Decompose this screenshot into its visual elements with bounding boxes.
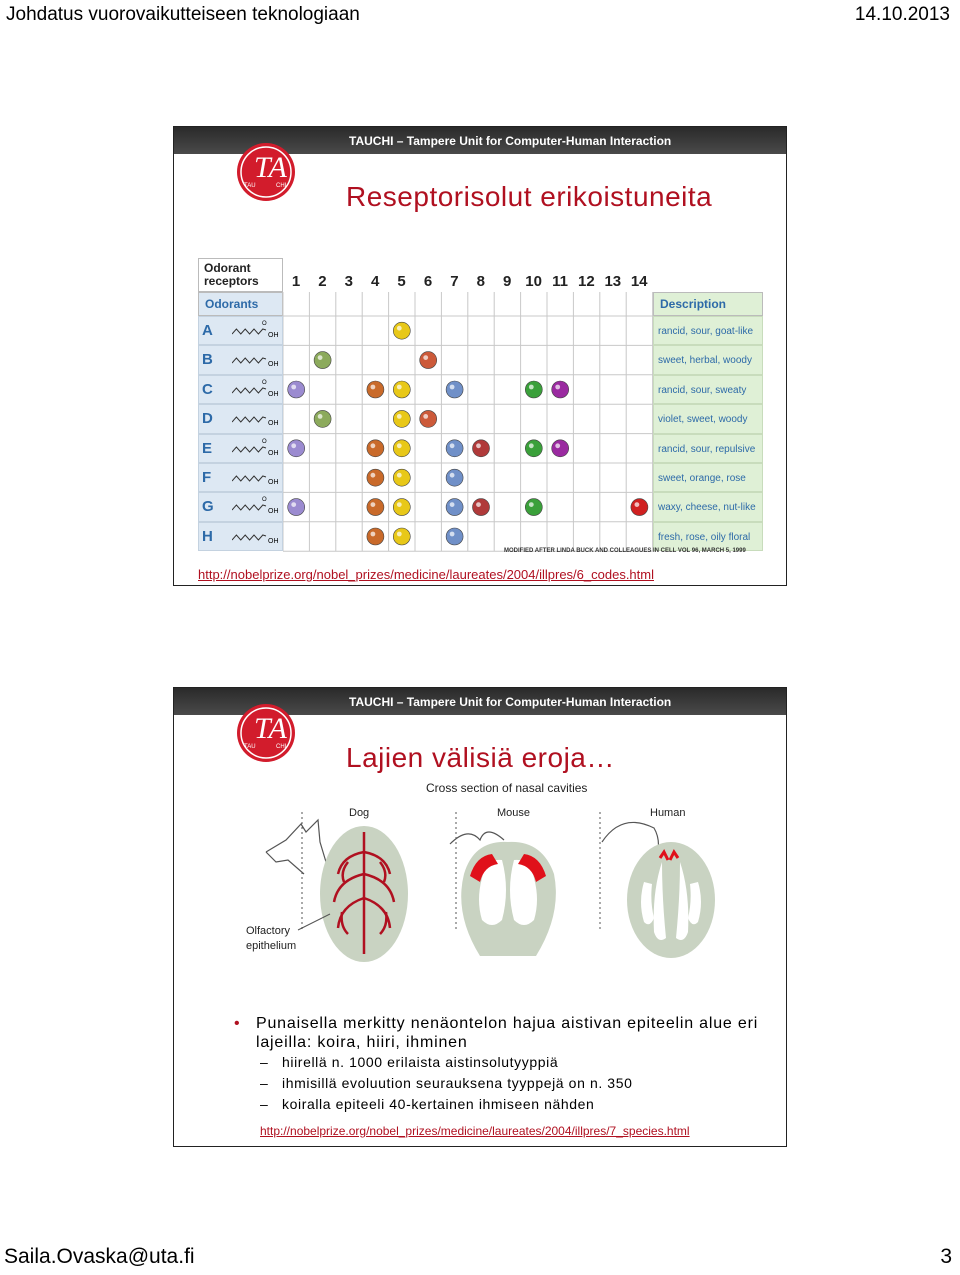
svg-text:TA: TA [254, 151, 287, 184]
activation-ball [288, 499, 305, 516]
receptor-number: 7 [450, 273, 459, 290]
epithelium-label-2: epithelium [246, 940, 297, 952]
activation-ball [446, 528, 463, 545]
receptor-table [198, 258, 763, 564]
receptor-number: 1 [291, 273, 301, 290]
page-header-title: Johdatus vuorovaikutteiseen teknologiaan [6, 4, 360, 25]
activation-ball [473, 440, 490, 457]
molecule-chain-icon [232, 494, 284, 520]
receptor-number: 6 [423, 273, 433, 290]
figure-credit: MODIFIED AFTER LINDA BUCK AND COLLEAGUES IN CELL VOL 96, MARCH 5, 1999 [504, 548, 746, 554]
activation-ball [314, 352, 331, 369]
slide-title: Reseptorisolut erikoistuneita [346, 181, 713, 212]
sub-bullet: – koiralla epiteeli 40-kertainen ihmiseen nähden [230, 1094, 770, 1115]
page-number: 3 [940, 1245, 952, 1268]
receptor-number: 13 [604, 273, 622, 290]
banner-text: TAUCHI – Tampere Unit for Computer-Human Interaction [349, 695, 672, 709]
molecule-chain-icon [232, 436, 284, 462]
activation-ball [393, 528, 410, 545]
activation-ball [393, 499, 410, 516]
figure-caption: Cross section of nasal cavities [426, 782, 588, 795]
activation-ball [525, 440, 542, 457]
molecule-chain-icon [232, 377, 284, 403]
svg-text:OH: OH [268, 361, 279, 369]
molecule-chain-icon [232, 406, 284, 432]
svg-text:O: O [262, 438, 267, 445]
svg-text:OH: OH [268, 479, 279, 486]
species-dog: Dog [349, 807, 370, 819]
activation-ball [552, 381, 569, 398]
activation-ball [288, 381, 305, 398]
activation-ball [525, 381, 542, 398]
codes-link[interactable]: http://nobelprize.org/nobel_prizes/medicine/laureates/2004/illpres/6_codes.html [198, 567, 654, 582]
odor-description: violet, sweet, woody [653, 404, 763, 433]
activation-ball [631, 499, 648, 516]
species-link[interactable]: http://nobelprize.org/nobel_prizes/medicine/laureates/2004/illpres/7_species.html [260, 1124, 690, 1138]
activation-ball [367, 440, 384, 457]
odorant-letter: E [202, 439, 213, 457]
activation-ball [314, 410, 331, 427]
activation-ball [393, 469, 410, 486]
receptor-number: 4 [371, 273, 380, 290]
activation-ball [420, 352, 437, 369]
odor-description: sweet, herbal, woody [653, 345, 763, 374]
odorant-letter: C [202, 380, 213, 398]
odorant-letter: A [202, 322, 213, 339]
activation-ball [367, 381, 384, 398]
banner-text: TAUCHI – Tampere Unit for Computer-Human Interaction [349, 134, 672, 148]
sub-bullet: – hiirellä n. 1000 erilaista aistinsolutyyppiä [230, 1052, 770, 1073]
svg-text:OH: OH [268, 508, 279, 516]
activation-ball [446, 440, 463, 457]
svg-text:OH: OH [268, 449, 279, 457]
odorant-letter: H [202, 527, 213, 545]
receptor-table-header: Odorant receptors [198, 258, 283, 292]
molecule-chain-icon [232, 318, 284, 344]
receptor-number: 12 [578, 273, 595, 290]
odor-description: rancid, sour, sweaty [653, 375, 763, 404]
odorant-letter: D [202, 410, 213, 428]
receptor-number: 14 [630, 273, 648, 290]
tauchi-logo-icon [232, 141, 300, 203]
odor-description: sweet, orange, rose [653, 463, 763, 492]
molecule-chain-icon [232, 524, 284, 550]
molecule-chain-icon [232, 347, 284, 373]
mouse-cavity-icon [461, 842, 556, 956]
svg-text:O: O [262, 321, 267, 327]
activation-ball [446, 381, 463, 398]
activation-ball [288, 440, 305, 457]
receptor-number: 11 [552, 273, 568, 290]
mouse-head-outline [450, 832, 504, 844]
svg-text:O: O [262, 497, 267, 504]
slide-receptors [173, 126, 787, 586]
receptor-number: 2 [318, 273, 327, 290]
activation-ball [393, 440, 410, 457]
odorant-letter: F [202, 469, 212, 486]
bullet-list [230, 1014, 770, 1115]
nasal-cavities-figure [246, 782, 718, 964]
activation-ball [552, 440, 569, 457]
svg-text:OH: OH [268, 332, 279, 339]
species-human: Human [650, 807, 686, 819]
receptor-number: 5 [397, 273, 406, 290]
dog-head-outline [266, 820, 326, 862]
activation-ball [393, 381, 410, 398]
activation-ball [525, 499, 542, 516]
activation-ball [393, 410, 410, 427]
bullet-main: • Punaisella merkitty nenäontelon hajua aistivan epiteelin alue eri lajeilla: koira, hiiri, ihminen [230, 1014, 770, 1052]
svg-text:TAU: TAU [244, 183, 256, 189]
svg-text:CHI: CHI [276, 744, 287, 750]
molecule-chain-icon [232, 465, 284, 491]
odor-description: rancid, sour, goat-like [653, 316, 763, 345]
receptor-number: 8 [476, 273, 485, 290]
svg-text:TA: TA [254, 712, 287, 745]
activation-ball [446, 499, 463, 516]
slide-species [173, 687, 787, 1147]
svg-text:O: O [262, 379, 267, 386]
slide-title: Lajien välisiä eroja… [346, 742, 615, 773]
activation-ball [473, 499, 490, 516]
activation-ball [420, 410, 437, 427]
svg-text:CHI: CHI [276, 183, 287, 189]
activation-ball [367, 499, 384, 516]
page-header-date: 14.10.2013 [854, 4, 950, 25]
odor-description: fresh, rose, oily floral [653, 522, 763, 551]
description-header: Description [653, 292, 763, 316]
svg-text:OH: OH [268, 420, 279, 428]
footer-email: Saila.Ovaska@uta.fi [4, 1245, 195, 1268]
odorants-header: Odorants [198, 292, 283, 316]
odor-description: waxy, cheese, nut-like [653, 492, 763, 521]
svg-text:TAU: TAU [244, 744, 256, 750]
activation-ball [367, 469, 384, 486]
sub-bullet: – ihmisillä evoluution seurauksena tyyppejä on n. 350 [230, 1073, 770, 1094]
human-head-outline [602, 822, 659, 852]
species-mouse: Mouse [497, 807, 531, 819]
tauchi-logo-icon [232, 702, 300, 764]
odorant-letter: G [202, 498, 214, 516]
receptor-number: 10 [525, 273, 542, 290]
odorant-letter: B [202, 351, 213, 369]
activation-ball [367, 528, 384, 545]
epithelium-label: Olfactory [246, 925, 291, 937]
svg-text:OH: OH [268, 390, 279, 398]
activation-ball [393, 322, 410, 339]
svg-text:OH: OH [268, 537, 279, 545]
odor-description: rancid, sour, repulsive [653, 434, 763, 463]
receptor-number: 9 [503, 273, 512, 290]
activation-ball [446, 469, 463, 486]
receptor-number: 3 [344, 273, 353, 290]
